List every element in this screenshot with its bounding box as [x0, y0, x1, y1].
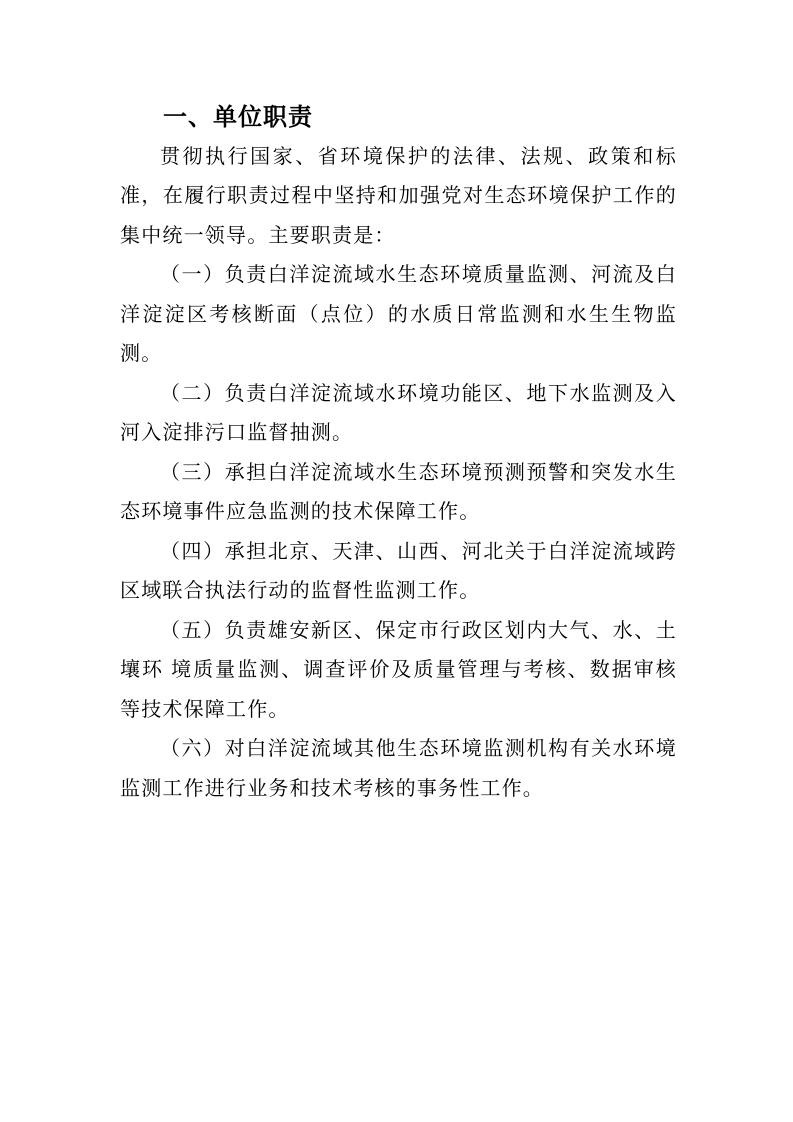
document-body — [120, 138, 677, 810]
paragraph-duty-3: （三）承担白洋淀流域水生态环境预测预警和突发水生态环境事件应急监测的技术保障工作。 — [120, 461, 677, 523]
paragraph-duty-4: （四）承担北京、天津、山西、河北关于白洋淀流域跨区域联合执法行动的监督性监测工作。 — [120, 540, 677, 602]
paragraph-intro: 贯彻执行国家、省环境保护的法律、法规、政策和标准，在履行职责过程中坚持和加强党对生态环境保护工作的集中统一领导。主要职责是： — [120, 145, 677, 247]
paragraph-duty-6: （六）对白洋淀流域其他生态环境监测机构有关水环境监测工作进行业务和技术考核的事务性工作。 — [120, 738, 677, 800]
paragraph-duty-5: （五）负责雄安新区、保定市行政区划内大气、水、土壤环 境质量监测、调查评价及质量管理与考核、数据审核等技术保障工作。 — [120, 619, 677, 721]
paragraph-duty-2: （二）负责白洋淀流域水环境功能区、地下水监测及入河入淀排污口监督抽测。 — [120, 382, 677, 444]
section-heading: 一、单位职责 — [163, 104, 313, 131]
paragraph-duty-1: （一）负责白洋淀流域水生态环境质量监测、河流及白洋淀淀区考核断面（点位）的水质日常监测和水生生物监测。 — [120, 264, 677, 365]
